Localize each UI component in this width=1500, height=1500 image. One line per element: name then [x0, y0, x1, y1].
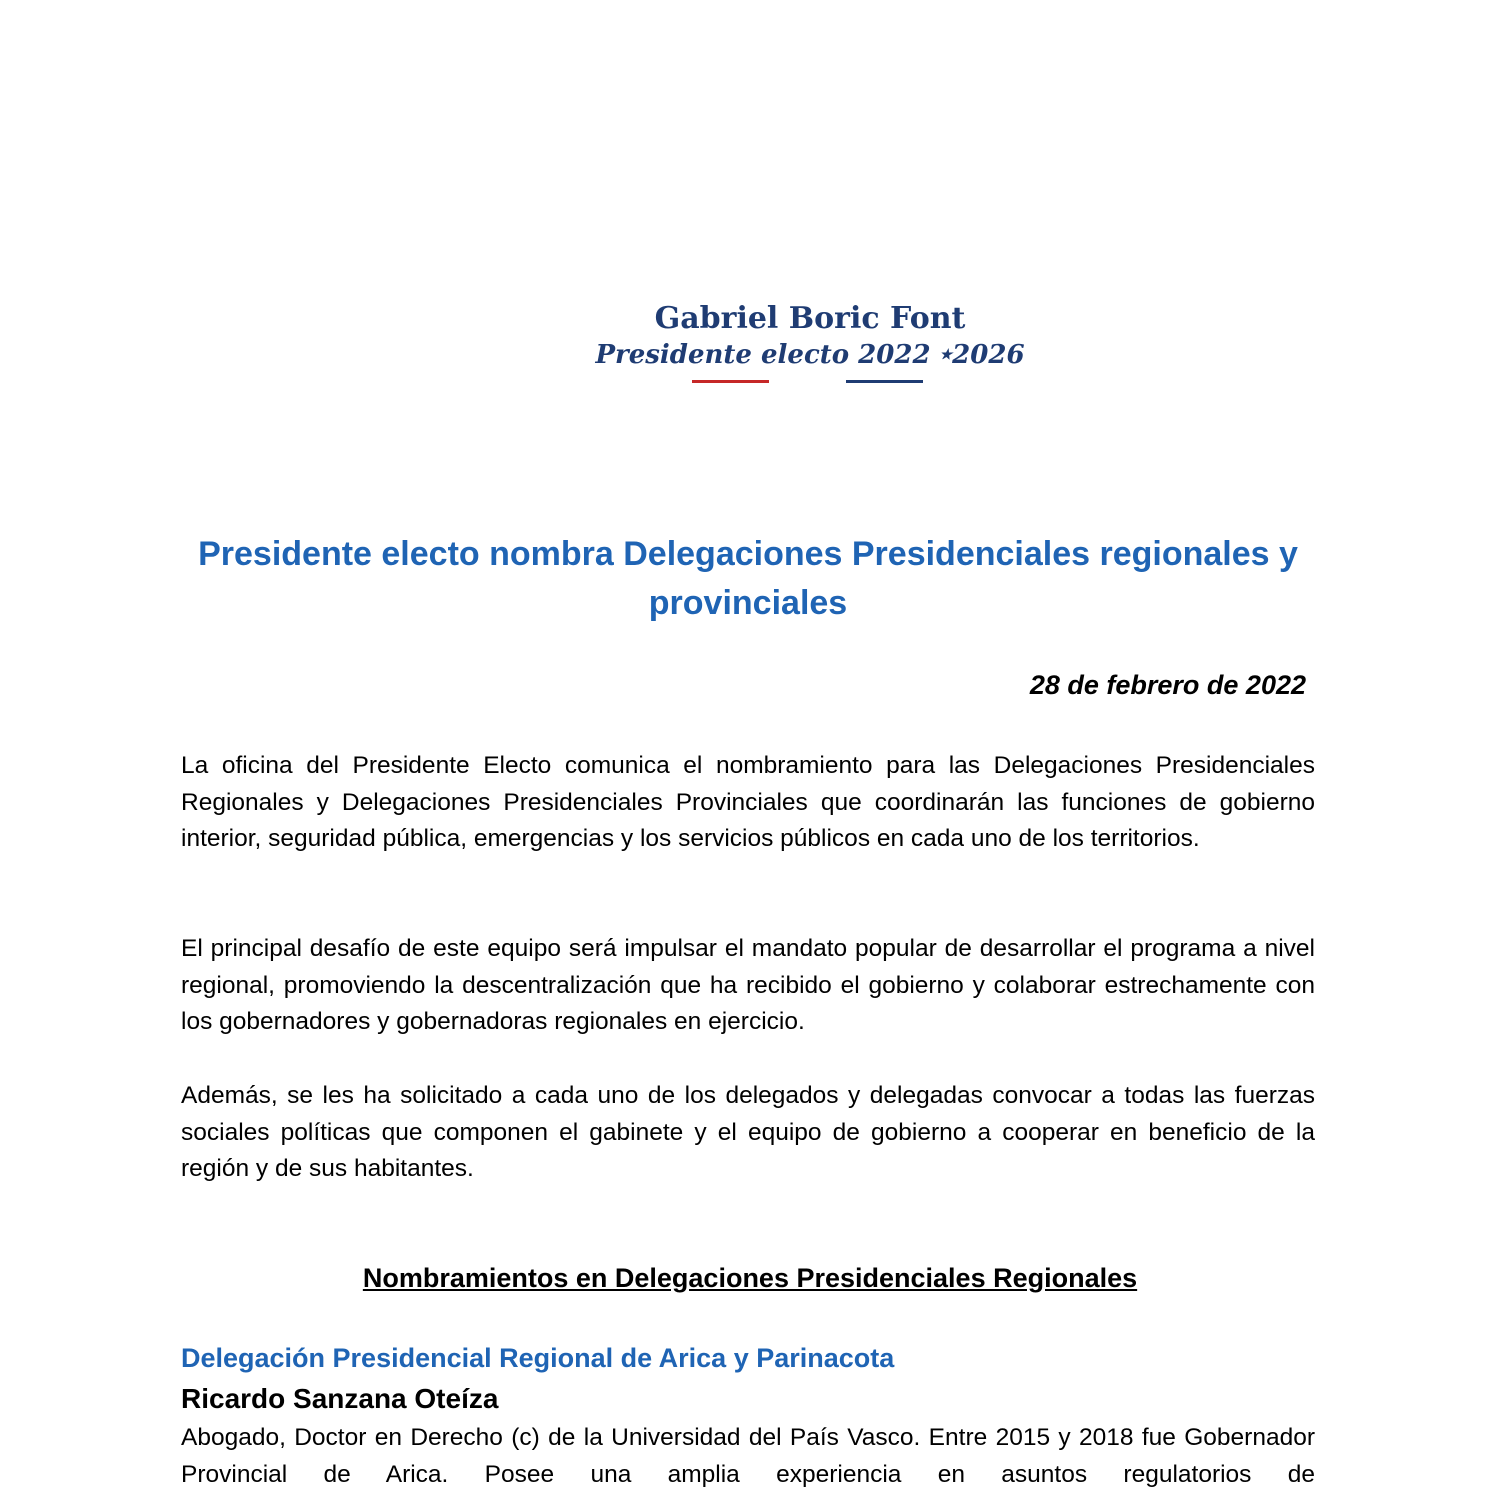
logo-navy-bar [846, 380, 923, 383]
section-heading: Nombramientos en Delegaciones Presidenciales Regionales [362, 1263, 1138, 1293]
paragraph: Además, se les ha solicitado a cada uno de los delegados y delegadas convocar a todas las fuerzas sociales políticas que componen el gabinete y el equipo de gobierno a cooperar en beneficio de la región y de sus habitantes. [181, 1082, 1315, 1183]
paragraph: La oficina del Presidente Electo comunica el nombramiento para las Delegaciones Presidenciales Regionales y Delegaciones Presidenciales Provinciales que coordinarán las funciones de gobierno interior, seguridad pública, emergencias y los servicios públicos en cada uno de los territorios. [181, 752, 1315, 853]
logo-subtitle-text: Presidente electo 2022 [595, 340, 931, 370]
page-title: Presidente electo nombra Delegaciones Presidenciales regionales y provinciales [198, 535, 1298, 622]
star-icon: ★ [939, 347, 953, 363]
date: 28 de febrero de 2022 [1029, 670, 1306, 700]
logo-red-bar [692, 380, 769, 383]
delegate-name: Ricardo Sanzana Oteíza [181, 1383, 499, 1414]
delegate-bio: Abogado, Doctor en Derecho (c) de la Universidad del País Vasco. Entre 2015 y 2018 fue Gobernador Provincial de Arica. Posee una amplia experiencia en asuntos regulatorios de [181, 1424, 1315, 1488]
logo-end-year: 2026 [952, 340, 1025, 370]
paragraph: El principal desafío de este equipo será impulsar el mandato popular de desarrollar el programa a nivel regional, promoviendo la descentralización que ha recibido el gobierno y colaborar estrechamente con los gobernadores y gobernadoras regionales en ejercicio. [181, 935, 1315, 1036]
logo-name: Gabriel Boric Font [654, 301, 966, 336]
logo-subtitle [560, 338, 1060, 372]
delegation-heading: Delegación Presidencial Regional de Arica y Parinacota [181, 1343, 895, 1373]
logo [560, 300, 1060, 372]
